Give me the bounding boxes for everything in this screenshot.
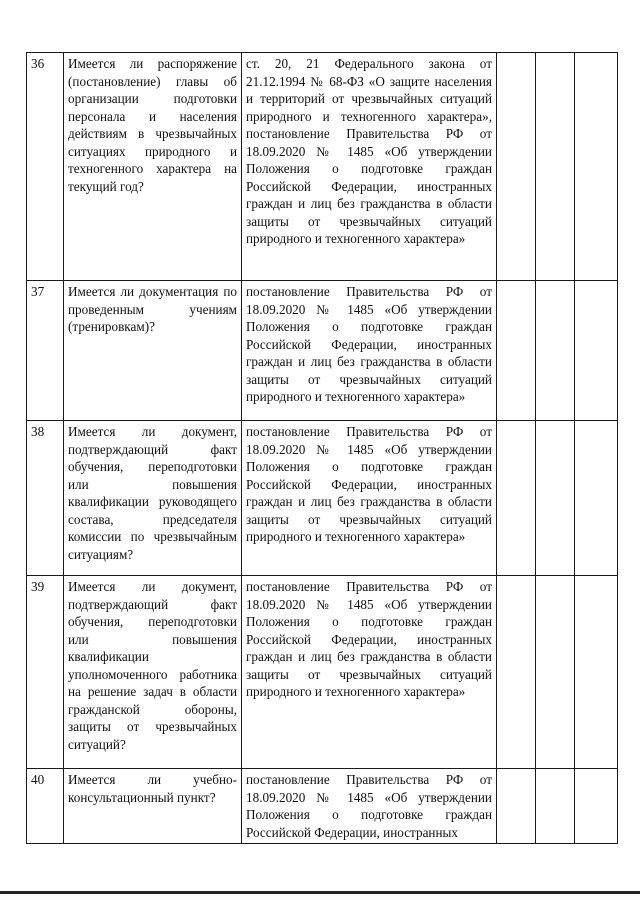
- answer-na-cell: [575, 576, 618, 769]
- checklist-table: [26, 52, 618, 844]
- answer-yes-cell: [497, 53, 536, 281]
- answer-yes-cell: [497, 421, 536, 576]
- answer-na-cell: [575, 421, 618, 576]
- answer-na-cell: [575, 769, 618, 844]
- question-cell: Имеется ли документ, подтверждающий факт обучения, переподготовки или повышения квалификации уполномоченного работника на решение задач в области гражданской обороны, защиты от чрезвычайных ситуаций?: [64, 576, 242, 769]
- answer-na-cell: [575, 281, 618, 421]
- answer-na-cell: [575, 53, 618, 281]
- question-cell: Имеется ли распоряжение (постановление) главы об организации подготовки персонала и населения действиям в чрезвычайных ситуациях природного и техногенного характера на текущий год?: [64, 53, 242, 281]
- answer-yes-cell: [497, 769, 536, 844]
- bottom-divider: [0, 891, 640, 894]
- answer-yes-cell: [497, 576, 536, 769]
- table-row: [27, 421, 618, 576]
- question-cell: Имеется ли документация по проведенным учениям (тренировкам)?: [64, 281, 242, 421]
- legal-reference-cell: постановление Правительства РФ от 18.09.2020 № 1485 «Об утверждении Положения о подготовке граждан Российской Федерации, иностранных граждан и лиц без гражданства в области защиты от чрезвычайных ситуаций природного и техногенного характера»: [242, 421, 497, 576]
- answer-no-cell: [536, 421, 575, 576]
- row-number: 38: [27, 421, 64, 576]
- legal-reference-cell: постановление Правительства РФ от 18.09.2020 № 1485 «Об утверждении Положения о подготовке граждан Российской Федерации, иностранных граждан и лиц без гражданства в области защиты от чрезвычайных ситуаций природного и техногенного характера»: [242, 576, 497, 769]
- answer-no-cell: [536, 769, 575, 844]
- table-row: [27, 53, 618, 281]
- row-number: 36: [27, 53, 64, 281]
- table-row: [27, 281, 618, 421]
- answer-no-cell: [536, 576, 575, 769]
- table-row: [27, 576, 618, 769]
- table-row: [27, 769, 618, 844]
- answer-no-cell: [536, 53, 575, 281]
- answer-no-cell: [536, 281, 575, 421]
- row-number: 40: [27, 769, 64, 844]
- answer-yes-cell: [497, 281, 536, 421]
- row-number: 39: [27, 576, 64, 769]
- legal-reference-cell: постановление Правительства РФ от 18.09.2020 № 1485 «Об утверждении Положения о подготовке граждан Российской Федерации, иностранных граждан и лиц без гражданства в области защиты от чрезвычайных ситуаций природного и техногенного характера»: [242, 281, 497, 421]
- legal-reference-cell: постановление Правительства РФ от 18.09.2020 № 1485 «Об утверждении Положения о подготовке граждан Российской Федерации, иностранных: [242, 769, 497, 844]
- row-number: 37: [27, 281, 64, 421]
- question-cell: Имеется ли документ, подтверждающий факт обучения, переподготовки или повышения квалификации руководящего состава, председателя комиссии по чрезвычайным ситуациям?: [64, 421, 242, 576]
- question-cell: Имеется ли учебно-консультационный пункт?: [64, 769, 242, 844]
- legal-reference-cell: ст. 20, 21 Федерального закона от 21.12.1994 № 68-ФЗ «О защите населения и территорий от чрезвычайных ситуаций природного и техногенного характера», постановление Правительства РФ от 18.09.2020 № 1485 «Об утверждении Положения о подготовке граждан Российской Федерации, иностранных граждан и лиц без гражданства в области защиты от чрезвычайных ситуаций природного и техногенного характера»: [242, 53, 497, 281]
